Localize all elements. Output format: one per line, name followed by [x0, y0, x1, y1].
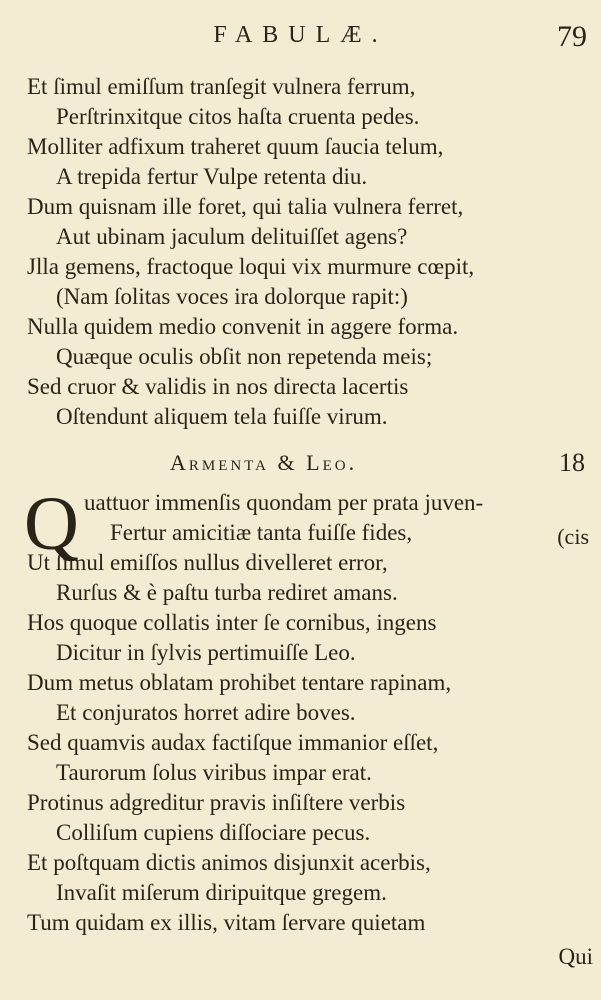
verse-line: Nulla quidem medio convenit in aggere forma.	[27, 314, 459, 339]
verse-line: Ut ſimul emiſſos nullus divelleret error,	[27, 550, 388, 575]
verse-line: A trepida fertur Vulpe retenta diu.	[56, 164, 368, 189]
fable-heading	[0, 450, 601, 484]
verse-line: Et poſtquam dictis animos disjunxit acerbis,	[27, 850, 431, 875]
verse-line: Taurorum ſolus viribus impar erat.	[56, 760, 372, 785]
verse-line: Perſtrinxitque citos haſta cruenta pedes.	[56, 104, 420, 129]
verse-line: Hos quoque collatis inter ſe cornibus, ingens	[27, 610, 437, 635]
verse-line: Oſtendunt aliquem tela fuiſſe virum.	[56, 404, 388, 429]
verse-line: Sed quamvis audax factiſque immanior eſſet,	[27, 730, 439, 755]
verse-line: Dum metus oblatam prohibet tentare rapinam,	[27, 670, 452, 695]
fable-verse-1	[0, 72, 601, 432]
fable-number: 18	[559, 448, 585, 477]
verse-line: Rurſus & è paſtu turba rediret amans.	[56, 580, 398, 605]
verse-line: Quæque oculis obſit non repetenda meis;	[56, 344, 433, 369]
turnover-word: (cis	[557, 524, 589, 549]
fable-title: Armenta & Leo.	[170, 450, 358, 475]
verse-line: Colliſum cupiens diſſociare pecus.	[56, 820, 371, 845]
verse-line: Molliter adfixum traheret quum ſaucia telum,	[27, 134, 444, 159]
verse-line: Invaſit miſerum diripuitque gregem.	[56, 880, 387, 905]
fable-verse-2	[0, 482, 601, 938]
verse-line: uattuor immenſis quondam per prata juven-	[84, 490, 484, 515]
running-header: FABULÆ.	[213, 22, 388, 48]
page-number: 79	[557, 20, 587, 53]
verse-line: Dum quisnam ille foret, qui talia vulnera ferret,	[27, 194, 464, 219]
verse-line: (Nam ſolitas voces ira dolorque rapit:)	[56, 284, 408, 309]
verse-line: Tum quidam ex illis, vitam ſervare quietam	[27, 910, 426, 935]
verse-line: Et ſimul emiſſum tranſegit vulnera ferrum,	[27, 74, 416, 99]
drop-cap: Q	[24, 482, 79, 566]
verse-line: Sed cruor & validis in nos directa lacertis	[27, 374, 409, 399]
verse-line: Fertur amicitiæ tanta fuiſſe fides,	[110, 520, 413, 545]
verse-line: Et conjuratos horret adire boves.	[56, 700, 356, 725]
verse-line: Protinus adgreditur pravis inſiſtere verbis	[27, 790, 406, 815]
verse-line: Jlla gemens, fractoque loqui vix murmure cœpit,	[27, 254, 475, 279]
verse-line: Aut ubinam jaculum delituiſſet agens?	[56, 224, 408, 249]
catchword: Qui	[558, 944, 593, 969]
verse-line: Dicitur in ſylvis pertimuiſſe Leo.	[56, 640, 356, 665]
